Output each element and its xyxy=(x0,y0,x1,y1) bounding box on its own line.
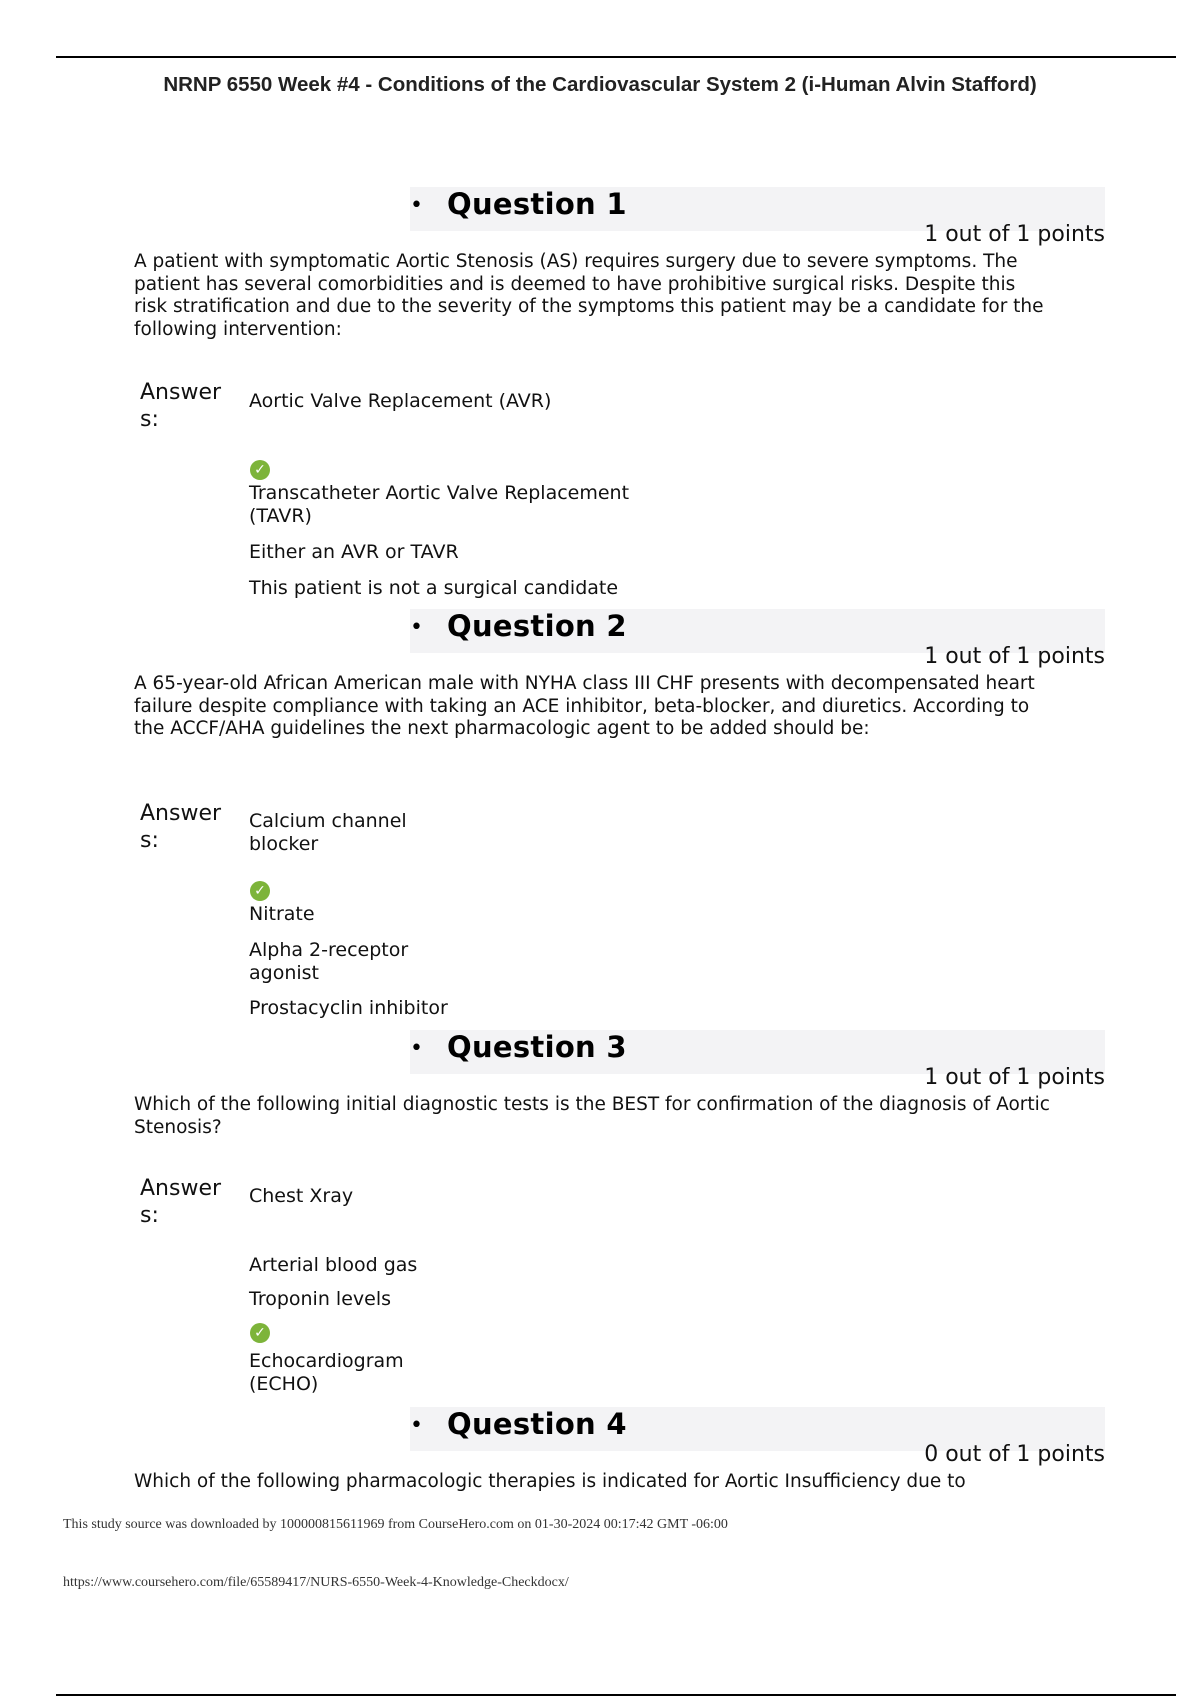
check-circle-icon: ✓ xyxy=(250,460,270,480)
question-2-text: A 65-year-old African American male with NYHA class III CHF presents with decompensated heart failure despite compliance with taking an ACE inhibitor, beta-blocker, and diuretics. According to the ACCF/AHA guidelines the next pharmacologic agent to be added should be: xyxy=(134,673,1035,739)
answer-option: Calcium channel blocker xyxy=(249,810,407,855)
answer-option: Troponin levels xyxy=(249,1288,391,1310)
question-3-text: Which of the following initial diagnostic tests is the BEST for confirmation of the diagnosis of Aortic Stenosis? xyxy=(134,1094,1050,1138)
check-circle-icon: ✓ xyxy=(250,1323,270,1343)
question-1-title: Question 1 xyxy=(447,187,627,221)
top-rule xyxy=(56,56,1176,58)
answers-label: Answer s: xyxy=(140,380,222,432)
answer-option: Arterial blood gas xyxy=(249,1254,418,1276)
answer-option: Either an AVR or TAVR xyxy=(249,541,459,563)
question-1-text: A patient with symptomatic Aortic Stenosis (AS) requires surgery due to severe symptoms. The patient has several comorbidities and is deemed to have prohibitive surgical risks. Despite this risk stratification and due to the severity of the symptoms this patient may be a candidate for the following intervention: xyxy=(134,251,1044,340)
question-4-text: Which of the following pharmacologic therapies is indicated for Aortic Insufficiency due to xyxy=(134,1471,966,1492)
answer-option: Chest Xray xyxy=(249,1185,354,1207)
answer-option: Aortic Valve Replacement (AVR) xyxy=(249,390,552,412)
question-1-points: 1 out of 1 points xyxy=(924,222,1105,247)
question-4-points: 0 out of 1 points xyxy=(924,1442,1105,1467)
answer-option: Prostacyclin inhibitor xyxy=(249,997,448,1019)
question-4-title: Question 4 xyxy=(447,1407,627,1441)
question-3-title: Question 3 xyxy=(447,1030,627,1064)
question-2-points: 1 out of 1 points xyxy=(924,644,1105,669)
answers-label: Answer s: xyxy=(140,1176,222,1228)
download-source-note: This study source was downloaded by 100000815611969 from CourseHero.com on 01-30-2024 00:17:42 GMT -06:00 xyxy=(63,1517,728,1532)
answer-option: Alpha 2-receptor agonist xyxy=(249,939,409,984)
bottom-rule xyxy=(56,1694,1176,1696)
bullet: • xyxy=(410,1036,423,1061)
answer-option: This patient is not a surgical candidate xyxy=(249,577,619,599)
answer-option-correct: Transcatheter Aortic Valve Replacement (TAVR) xyxy=(249,482,630,527)
question-2-title: Question 2 xyxy=(447,609,627,643)
source-url: https://www.coursehero.com/file/65589417/NURS-6550-Week-4-Knowledge-Checkdocx/ xyxy=(63,1575,569,1590)
bullet: • xyxy=(410,193,423,218)
answer-option-correct: Echocardiogram (ECHO) xyxy=(249,1350,404,1395)
answers-label: Answer s: xyxy=(140,801,222,853)
question-3-points: 1 out of 1 points xyxy=(924,1065,1105,1090)
answer-option-correct: Nitrate xyxy=(249,903,315,925)
check-circle-icon: ✓ xyxy=(250,881,270,901)
bullet: • xyxy=(410,615,423,640)
bullet: • xyxy=(410,1413,423,1438)
document-title: NRNP 6550 Week #4 - Conditions of the Cardiovascular System 2 (i-Human Alvin Stafford) xyxy=(163,73,1037,96)
